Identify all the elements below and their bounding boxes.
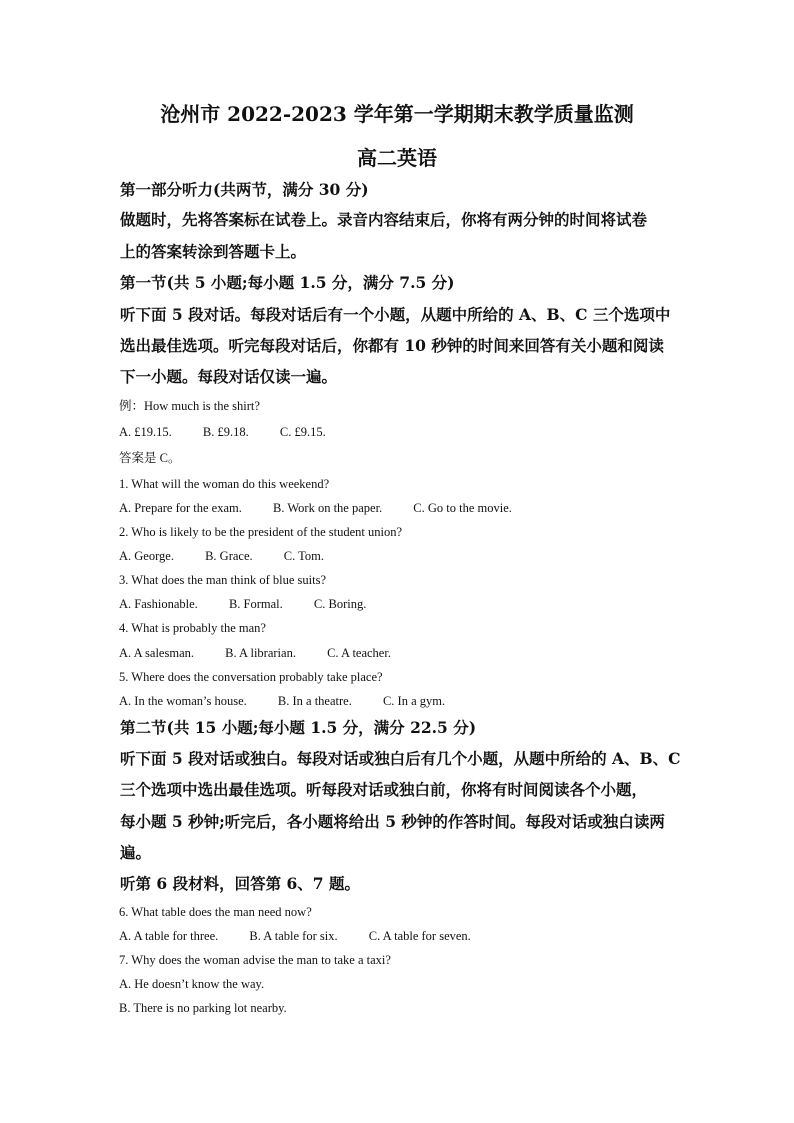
question-4: 4. What is probably the man? (119, 621, 266, 635)
question-3: 3. What does the man think of blue suits? (119, 573, 327, 587)
option-a: A. In the woman’s house. (119, 694, 247, 708)
question-7-option-a: A. He doesn’t know the way. (119, 977, 265, 991)
section1-instruction-line: 下一小题。每段对话仅读一遍。 (120, 367, 338, 386)
section2-instruction-line: 听下面 5 段对话或独白。每段对话或独白后有几个小题，从题中所给的 A、B、C (120, 749, 681, 768)
option-b: B. Grace. (205, 549, 253, 563)
option-c: C. £9.15. (279, 425, 326, 439)
example-question: 例：How much is the shirt? (119, 399, 260, 413)
option-c: C. Boring. (313, 597, 367, 611)
option-b: B. £9.18. (202, 425, 249, 439)
option-a: A. A salesman. (119, 646, 194, 660)
option-a: A. George. (119, 549, 174, 563)
option-b: B. In a theatre. (277, 694, 352, 708)
question-5: 5. Where does the conversation probably take place? (119, 670, 383, 684)
question-6-options (119, 928, 471, 944)
section2-instruction-line: 三个选项中选出最佳选项。听每段对话或独白前，你将有时间阅读各个小题， (120, 780, 648, 799)
option-c: C. In a gym. (382, 694, 446, 708)
option-b: B. A librarian. (225, 646, 296, 660)
option-b: B. A table for six. (249, 929, 338, 943)
section1-instruction-line: 听下面 5 段对话。每段对话后有一个小题，从题中所给的 A、B、C 三个选项中 (120, 305, 671, 324)
option-a: A. Fashionable. (119, 597, 198, 611)
section1-instruction-line: 选出最佳选项。听完每段对话后，你都有 10 秒钟的时间来回答有关小题和阅读 (120, 336, 664, 355)
option-b: B. Formal. (228, 597, 283, 611)
question-5-options (119, 693, 445, 709)
question-3-options (119, 596, 366, 612)
example-options (119, 424, 326, 440)
option-c: C. Go to the movie. (413, 501, 512, 515)
option-c: C. A table for seven. (368, 929, 471, 943)
option-c: C. Tom. (283, 549, 324, 563)
part1-heading: 第一部分听力(共两节，满分 30 分) (120, 180, 369, 199)
question-2: 2. Who is likely to be the president of the student union? (119, 525, 403, 539)
option-b: B. Work on the paper. (273, 501, 383, 515)
question-7: 7. Why does the woman advise the man to take a taxi? (119, 953, 391, 967)
part1-instruction-line: 上的答案转涂到答题卡上。 (120, 242, 307, 261)
question-6: 6. What table does the man need now? (119, 905, 312, 919)
exam-subtitle: 高二英语 (357, 146, 437, 170)
part1-instruction-line: 做题时，先将答案标在试卷上。录音内容结束后，你将有两分钟的时间将试卷 (120, 210, 648, 229)
question-1-options (119, 500, 512, 516)
option-a: A. £19.15. (119, 425, 172, 439)
section2-instruction-line: 每小题 5 秒钟;听完后，各小题将给出 5 秒钟的作答时间。每段对话或独白读两 (120, 812, 665, 831)
exam-title: 沧州市 2022-2023 学年第一学期期末教学质量监测 (160, 102, 634, 126)
section1-heading: 第一节(共 5 小题;每小题 1.5 分，满分 7.5 分) (120, 273, 455, 292)
section2-heading: 第二节(共 15 小题;每小题 1.5 分，满分 22.5 分) (120, 718, 477, 737)
option-c: C. A teacher. (327, 646, 391, 660)
question-2-options (119, 548, 324, 564)
question-7-option-b: B. There is no parking lot nearby. (119, 1001, 287, 1015)
option-a: A. Prepare for the exam. (119, 501, 242, 515)
question-4-options (119, 645, 391, 661)
question-1: 1. What will the woman do this weekend? (119, 477, 330, 491)
section2-instruction-line: 遍。 (120, 843, 152, 862)
example-answer: 答案是 C。 (119, 451, 181, 465)
material-heading: 听第 6 段材料，回答第 6、7 题。 (120, 874, 360, 893)
option-a: A. A table for three. (119, 929, 219, 943)
